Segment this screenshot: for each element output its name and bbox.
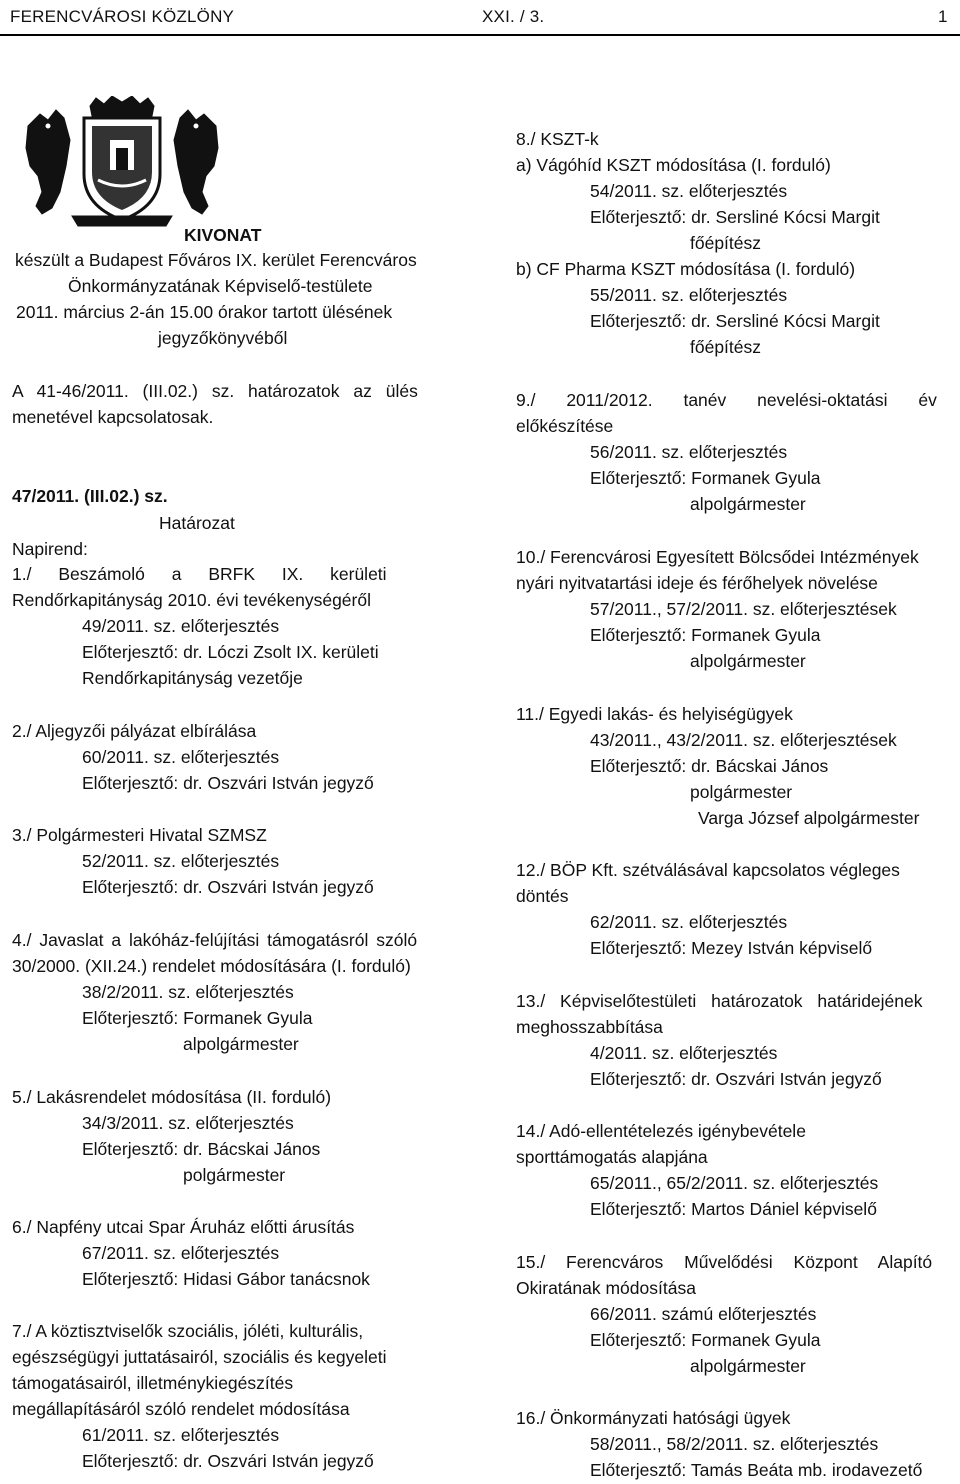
agenda-item-title: 11./ Egyedi lakás- és helyiségügyek bbox=[516, 704, 793, 724]
agenda-item-presenter: Előterjesztő: dr. Oszvári István jegyző bbox=[82, 1451, 374, 1471]
agenda-item-text: döntés bbox=[516, 886, 569, 906]
agenda-item-title: 9./ 2011/2012. tanév nevelési-oktatási év bbox=[516, 390, 937, 410]
agenda-item-presenter: Előterjesztő: Mezey István képviselő bbox=[590, 938, 873, 958]
agenda-item-ref: 65/2011., 65/2/2011. sz. előterjesztés bbox=[590, 1173, 879, 1193]
agenda-item-ref: 49/2011. sz. előterjesztés bbox=[82, 616, 280, 636]
intro-line: készült a Budapest Főváros IX. kerület Ferencváros bbox=[15, 250, 417, 270]
agenda-item-presenter: Előterjesztő: Formanek Gyula bbox=[590, 625, 821, 645]
agenda-item-presenter: Előterjesztő: dr. Bácskai János bbox=[82, 1139, 321, 1159]
agenda-item-text: Okiratának módosítása bbox=[516, 1278, 696, 1298]
resolution-heading: Határozat bbox=[159, 513, 235, 533]
agenda-heading: Napirend: bbox=[12, 539, 88, 559]
agenda-item-title: 14./ Adó-ellentételezés igénybevétele bbox=[516, 1121, 806, 1141]
agenda-item-title: 7./ A köztisztviselők szociális, jóléti, kulturális, bbox=[12, 1321, 364, 1341]
agenda-item-text: b) CF Pharma KSZT módosítása (I. forduló) bbox=[516, 259, 856, 279]
agenda-item-ref: 62/2011. sz. előterjesztés bbox=[590, 912, 788, 932]
agenda-item-title: 10./ Ferencvárosi Egyesített Bölcsődei Intézmények bbox=[516, 547, 919, 567]
intro-line: jegyzőkönyvéből bbox=[158, 328, 288, 348]
agenda-item-presenter: Előterjesztő: dr. Oszvári István jegyző bbox=[590, 1069, 882, 1089]
agenda-item-title: 16./ Önkormányzati hatósági ügyek bbox=[516, 1408, 791, 1428]
agenda-item-ref: 55/2011. sz. előterjesztés bbox=[590, 285, 788, 305]
agenda-item-presenter: Előterjesztő: dr. Sersliné Kócsi Margit bbox=[590, 207, 880, 227]
agenda-item-presenter: főépítész bbox=[690, 233, 762, 253]
agenda-item-title: 15./ Ferencváros Művelődési Központ Alapító bbox=[516, 1252, 933, 1272]
page-number: 1 bbox=[938, 7, 948, 26]
agenda-item-presenter: Előterjesztő: dr. Oszvári István jegyző bbox=[82, 877, 374, 897]
agenda-item-ref: 34/3/2011. sz. előterjesztés bbox=[82, 1113, 294, 1133]
agenda-item-text: egészségügyi juttatásairól, szociális és kegyeleti bbox=[12, 1347, 387, 1367]
agenda-item-ref: 54/2011. sz. előterjesztés bbox=[590, 181, 788, 201]
agenda-item-title: 3./ Polgármesteri Hivatal SZMSZ bbox=[12, 825, 267, 845]
agenda-item-presenter: főépítész bbox=[690, 337, 762, 357]
intro-note: menetével kapcsolatosak. bbox=[12, 407, 214, 427]
agenda-item-presenter: alpolgármester bbox=[690, 1356, 806, 1376]
agenda-item-presenter: polgármester bbox=[690, 782, 793, 802]
agenda-item-presenter: Előterjesztő: dr. Oszvári István jegyző bbox=[82, 773, 374, 793]
agenda-item-text: sporttámogatás alapjána bbox=[516, 1147, 708, 1167]
agenda-item-ref: 57/2011., 57/2/2011. sz. előterjesztések bbox=[590, 599, 897, 619]
agenda-item-presenter: Előterjesztő: dr. Lóczi Zsolt IX. kerületi bbox=[82, 642, 379, 662]
intro-line: 2011. március 2-án 15.00 órakor tartott ülésének bbox=[16, 302, 393, 322]
agenda-item-title: 13./ Képviselőtestületi határozatok határidejének bbox=[516, 991, 923, 1011]
page-header bbox=[0, 0, 960, 36]
agenda-item-title: 4./ Javaslat a lakóház-felújítási támogatásról szóló bbox=[12, 930, 418, 950]
agenda-item-ref: 56/2011. sz. előterjesztés bbox=[590, 442, 788, 462]
agenda-item-ref: 38/2/2011. sz. előterjesztés bbox=[82, 982, 294, 1002]
agenda-item-presenter: Előterjesztő: Hidasi Gábor tanácsnok bbox=[82, 1269, 370, 1289]
agenda-item-ref: 58/2011., 58/2/2011. sz. előterjesztés bbox=[590, 1434, 879, 1454]
agenda-item-presenter: alpolgármester bbox=[690, 494, 806, 514]
agenda-item-text: meghosszabbítása bbox=[516, 1017, 663, 1037]
agenda-item-text: előkészítése bbox=[516, 416, 614, 436]
publication-title: FERENCVÁROSI KÖZLÖNY bbox=[10, 7, 235, 26]
agenda-item-text: nyári nyitvatartási ideje és férőhelyek növelése bbox=[516, 573, 878, 593]
agenda-item-text: 30/2000. (XII.24.) rendelet módosítására (I. forduló) bbox=[12, 956, 411, 976]
agenda-item-presenter: polgármester bbox=[183, 1165, 286, 1185]
agenda-item-presenter: Varga József alpolgármester bbox=[698, 808, 920, 828]
agenda-item-ref: 67/2011. sz. előterjesztés bbox=[82, 1243, 280, 1263]
issue-number: XXI. / 3. bbox=[482, 7, 545, 26]
agenda-item-presenter: Előterjesztő: Martos Dániel képviselő bbox=[590, 1199, 877, 1219]
resolution-number: 47/2011. (III.02.) sz. bbox=[12, 486, 168, 506]
agenda-item-presenter: Előterjesztő: Formanek Gyula bbox=[590, 468, 821, 488]
intro-line: Önkormányzatának Képviselő-testülete bbox=[68, 276, 373, 296]
agenda-item-ref: 66/2011. számú előterjesztés bbox=[590, 1304, 817, 1324]
agenda-item-ref: 43/2011., 43/2/2011. sz. előterjesztések bbox=[590, 730, 897, 750]
agenda-item-presenter: alpolgármester bbox=[690, 651, 806, 671]
agenda-item-text: megállapításáról szóló rendelet módosítása bbox=[12, 1399, 350, 1419]
agenda-item-text: Rendőrkapitányság 2010. évi tevékenységéről bbox=[12, 590, 371, 610]
agenda-item-ref: 60/2011. sz. előterjesztés bbox=[82, 747, 280, 767]
agenda-item-presenter: Előterjesztő: Formanek Gyula bbox=[82, 1008, 313, 1028]
agenda-item-ref: 4/2011. sz. előterjesztés bbox=[590, 1043, 778, 1063]
kivonat-heading: KIVONAT bbox=[184, 225, 262, 245]
agenda-item-title: 1./ Beszámoló a BRFK IX. kerületi bbox=[12, 564, 387, 584]
agenda-item-presenter: Előterjesztő: Formanek Gyula bbox=[590, 1330, 821, 1350]
agenda-item-title: 12./ BÖP Kft. szétválásával kapcsolatos végleges bbox=[516, 860, 900, 880]
agenda-item-presenter: Rendőrkapitányság vezetője bbox=[82, 668, 303, 688]
agenda-item-presenter: Előterjesztő: dr. Bácskai János bbox=[590, 756, 829, 776]
agenda-item-title: 6./ Napfény utcai Spar Áruház előtti árusítás bbox=[12, 1217, 355, 1237]
agenda-item-presenter: alpolgármester bbox=[183, 1034, 299, 1054]
agenda-item-title: 8./ KSZT-k bbox=[516, 129, 599, 149]
agenda-item-title: 2./ Aljegyzői pályázat elbírálása bbox=[12, 721, 257, 741]
intro-note: A 41-46/2011. (III.02.) sz. határozatok az ülés bbox=[12, 381, 418, 401]
agenda-item-text: a) Vágóhíd KSZT módosítása (I. forduló) bbox=[516, 155, 831, 175]
agenda-item-ref: 52/2011. sz. előterjesztés bbox=[82, 851, 280, 871]
agenda-item-title: 5./ Lakásrendelet módosítása (II. forduló) bbox=[12, 1087, 332, 1107]
agenda-item-text: támogatásairól, illetménykiegészítés bbox=[12, 1373, 294, 1393]
agenda-item-ref: 61/2011. sz. előterjesztés bbox=[82, 1425, 280, 1445]
coat-of-arms-emblem bbox=[12, 96, 232, 228]
agenda-item-presenter: Előterjesztő: dr. Sersliné Kócsi Margit bbox=[590, 311, 880, 331]
agenda-item-presenter: Előterjesztő: Tamás Beáta mb. irodavezető bbox=[590, 1460, 923, 1480]
